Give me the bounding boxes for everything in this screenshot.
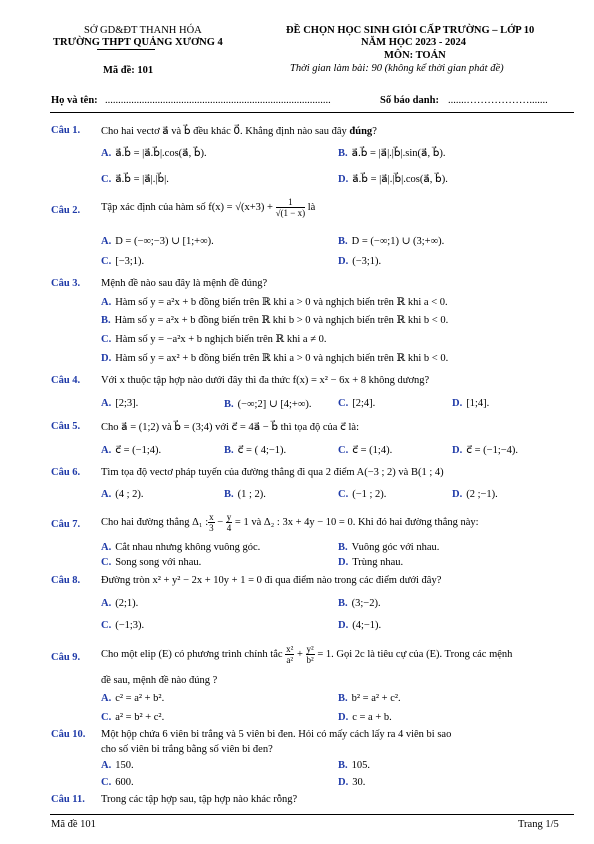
question-number: Câu 6. xyxy=(51,467,81,478)
option-c[interactable]: C. (−1;3). xyxy=(101,620,145,631)
question-number: Câu 9. xyxy=(51,652,81,663)
fraction-x2-a2: $\frac{\text{x²}}{\text{a²}}$ xyxy=(286,644,294,665)
question-number: Câu 11. xyxy=(51,794,85,805)
option-a[interactable]: A. (4 ; 2). xyxy=(101,489,144,500)
question-stem: Với x thuộc tập hợp nào dưới đây thì đa thức f(x) = x² − 6x + 8 không dương? xyxy=(101,375,430,386)
option-a[interactable]: A. a⃗.b⃗ = |a⃗.b⃗|.cos(a⃗, b⃗). xyxy=(101,148,207,159)
option-b[interactable]: B. Vuông góc với nhau. xyxy=(338,542,440,553)
question-stem-line2: đề sau, mệnh đề nào đúng ? xyxy=(101,675,218,686)
option-a[interactable]: A. (2;1). xyxy=(101,598,139,609)
option-d[interactable]: D. [1;4]. xyxy=(452,398,490,409)
question-stem: Tìm tọa độ vectơ pháp tuyến của đường thẳng đi qua 2 điểm A(−3 ; 2) và B(1 ; 4) xyxy=(101,467,444,478)
option-d[interactable]: D. Hàm số y = ax² + b đồng biến trên ℝ khi a > 0 và nghịch biến trên ℝ khi b < 0. xyxy=(101,353,449,364)
option-b[interactable]: B. 105. xyxy=(338,760,371,771)
option-b[interactable]: B. a⃗.b⃗ = |a⃗|.|b⃗|.sin(a⃗, b⃗). xyxy=(338,148,446,159)
option-a[interactable]: A. D = (−∞;−3) ∪ [1;+∞). xyxy=(101,236,214,247)
option-c[interactable]: C. Song song với nhau. xyxy=(101,557,202,568)
option-a[interactable]: A. Hàm số y = a²x + b đồng biến trên ℝ khi a > 0 và nghịch biến trên ℝ khi a < 0. xyxy=(101,297,448,308)
option-c[interactable]: C. [2;4]. xyxy=(338,398,376,409)
name-label: Họ và tên: xyxy=(51,95,98,106)
option-c[interactable]: C. 600. xyxy=(101,777,134,788)
question-number: Câu 7. xyxy=(51,519,81,530)
exam-title: ĐỀ CHỌN HỌC SINH GIỎI CẤP TRƯỜNG – LỚP 10 xyxy=(286,25,535,36)
question-stem: Cho hai vectơ a⃗ và b⃗ đều khác 0⃗. Khẳng định nào sau đây đúng? xyxy=(101,126,377,137)
fraction-y2-b2: $\frac{\text{y²}}{\text{b²}}$ xyxy=(306,644,314,665)
footer-code: Mã đề 101 xyxy=(51,819,96,830)
header-divider xyxy=(50,112,574,113)
option-b[interactable]: B. (3;−2). xyxy=(338,598,381,609)
option-a[interactable]: A. 150. xyxy=(101,760,134,771)
school-name: TRƯỜNG THPT QUẢNG XƯƠNG 4 xyxy=(53,37,223,48)
option-d[interactable]: D. (−3;1). xyxy=(338,256,382,267)
option-c[interactable]: C. (−1 ; 2). xyxy=(338,489,387,500)
option-b[interactable]: B. b² = a² + c². xyxy=(338,693,401,704)
option-c[interactable]: C. c⃗ = (1;4). xyxy=(338,445,393,456)
option-c[interactable]: C. [−3;1). xyxy=(101,256,145,267)
option-b[interactable]: B. (−∞;2] ∪ [4;+∞). xyxy=(224,399,312,410)
option-b[interactable]: B. D = (−∞;1) ∪ (3;+∞). xyxy=(338,236,445,247)
option-a[interactable]: A. c² = a² + b². xyxy=(101,693,165,704)
question-number: Câu 8. xyxy=(51,575,81,586)
sbd-field[interactable]: .......………………....... xyxy=(448,95,548,106)
name-field[interactable]: ...................................................................................... xyxy=(105,95,331,106)
question-number: Câu 1. xyxy=(51,125,81,136)
option-d[interactable]: D. (4;−1). xyxy=(338,620,382,631)
fraction-x-3: $\frac{x}{3}$ xyxy=(209,512,214,533)
option-d[interactable]: D. a⃗.b⃗ = |a⃗|.|b⃗|.cos(a⃗, b⃗). xyxy=(338,174,448,185)
option-d[interactable]: D. 30. xyxy=(338,777,366,788)
school-underline xyxy=(97,49,155,50)
option-b[interactable]: B. Hàm số y = a²x + b đồng biến trên ℝ khi b > 0 và nghịch biến trên ℝ khi b < 0. xyxy=(101,315,449,326)
question-stem: Trong các tập hợp sau, tập hợp nào khác rỗng? xyxy=(101,794,298,805)
question-number: Câu 5. xyxy=(51,421,81,432)
question-stem: Một hộp chứa 6 viên bi trắng và 5 viên bi đen. Hỏi có mấy cách lấy ra 4 viên bi sao xyxy=(101,729,452,740)
option-a[interactable]: A. c⃗ = (−1;4). xyxy=(101,445,162,456)
option-b[interactable]: B. c⃗ = ( 4;−1). xyxy=(224,445,287,456)
question-stem: Mệnh đề nào sau đây là mệnh đề đúng? xyxy=(101,278,268,289)
question-stem: Đường tròn x² + y² − 2x + 10y + 1 = 0 đi qua điểm nào trong các điểm dưới đây? xyxy=(101,575,442,586)
footer-page-number: Trang 1/5 xyxy=(518,819,559,830)
option-a[interactable]: A. Cắt nhau nhưng không vuông góc. xyxy=(101,542,261,553)
option-d[interactable]: D. c = a + b. xyxy=(338,712,392,723)
fraction-y-4: $\frac{y}{4}$ xyxy=(226,512,232,533)
option-a[interactable]: A. [2;3]. xyxy=(101,398,139,409)
dept-name: SỞ GD&ĐT THANH HÓA xyxy=(84,25,202,36)
question-stem: Tập xác định của hàm số f(x) = √(x+3) + $\frac{1}{√(1 - x)}$ là xyxy=(101,197,316,218)
option-c[interactable]: C. a⃗.b⃗ = |a⃗|.|b⃗|. xyxy=(101,174,169,185)
question-number: Câu 10. xyxy=(51,729,86,740)
question-number: Câu 3. xyxy=(51,278,81,289)
school-year: NĂM HỌC 2023 - 2024 xyxy=(361,37,466,48)
question-number: Câu 2. xyxy=(51,205,81,216)
exam-code: Mã đề: 101 xyxy=(103,65,154,76)
option-d[interactable]: D. c⃗ = (−1;−4). xyxy=(452,445,519,456)
option-d[interactable]: D. (2 ;−1). xyxy=(452,489,498,500)
option-d[interactable]: D. Trùng nhau. xyxy=(338,557,404,568)
option-c[interactable]: C. Hàm số y = −a²x + b nghịch biến trên ℝ khi a ≠ 0. xyxy=(101,334,327,345)
option-b[interactable]: B. (1 ; 2). xyxy=(224,489,266,500)
sbd-label: Số báo danh: xyxy=(380,95,439,106)
question-stem: Cho một elip (E) có phương trình chính tắc $\frac{\text{x²}}{\text{a²}}$ + $\frac{\text{y²}}{\text{b²}}$ = 1. Gọi 2c là tiêu cự của (E). Trong các mệnh xyxy=(101,644,513,665)
footer-divider xyxy=(50,814,574,815)
exam-time: Thời gian làm bài: 90 (không kể thời gian phát đề) xyxy=(290,63,504,74)
question-stem: Cho a⃗ = (1;2) và b⃗ = (3;4) với c⃗ = 4a⃗ − b⃗ thì tọa độ của c⃗ là: xyxy=(101,422,359,433)
subject: MÔN: TOÁN xyxy=(384,50,446,61)
question-stem-line2: cho số viên bi trắng bằng số viên bi đen? xyxy=(101,744,273,755)
option-c[interactable]: C. a² = b² + c². xyxy=(101,712,165,723)
question-stem: Cho hai đường thẳng Δ₁ : $\frac{x}{3}$ − $\frac{y}{4}$ = 1 và Δ₂ : 3x + 4y − 10 = 0. Khi đó hai đường thẳng này: xyxy=(101,512,479,533)
question-number: Câu 4. xyxy=(51,375,81,386)
